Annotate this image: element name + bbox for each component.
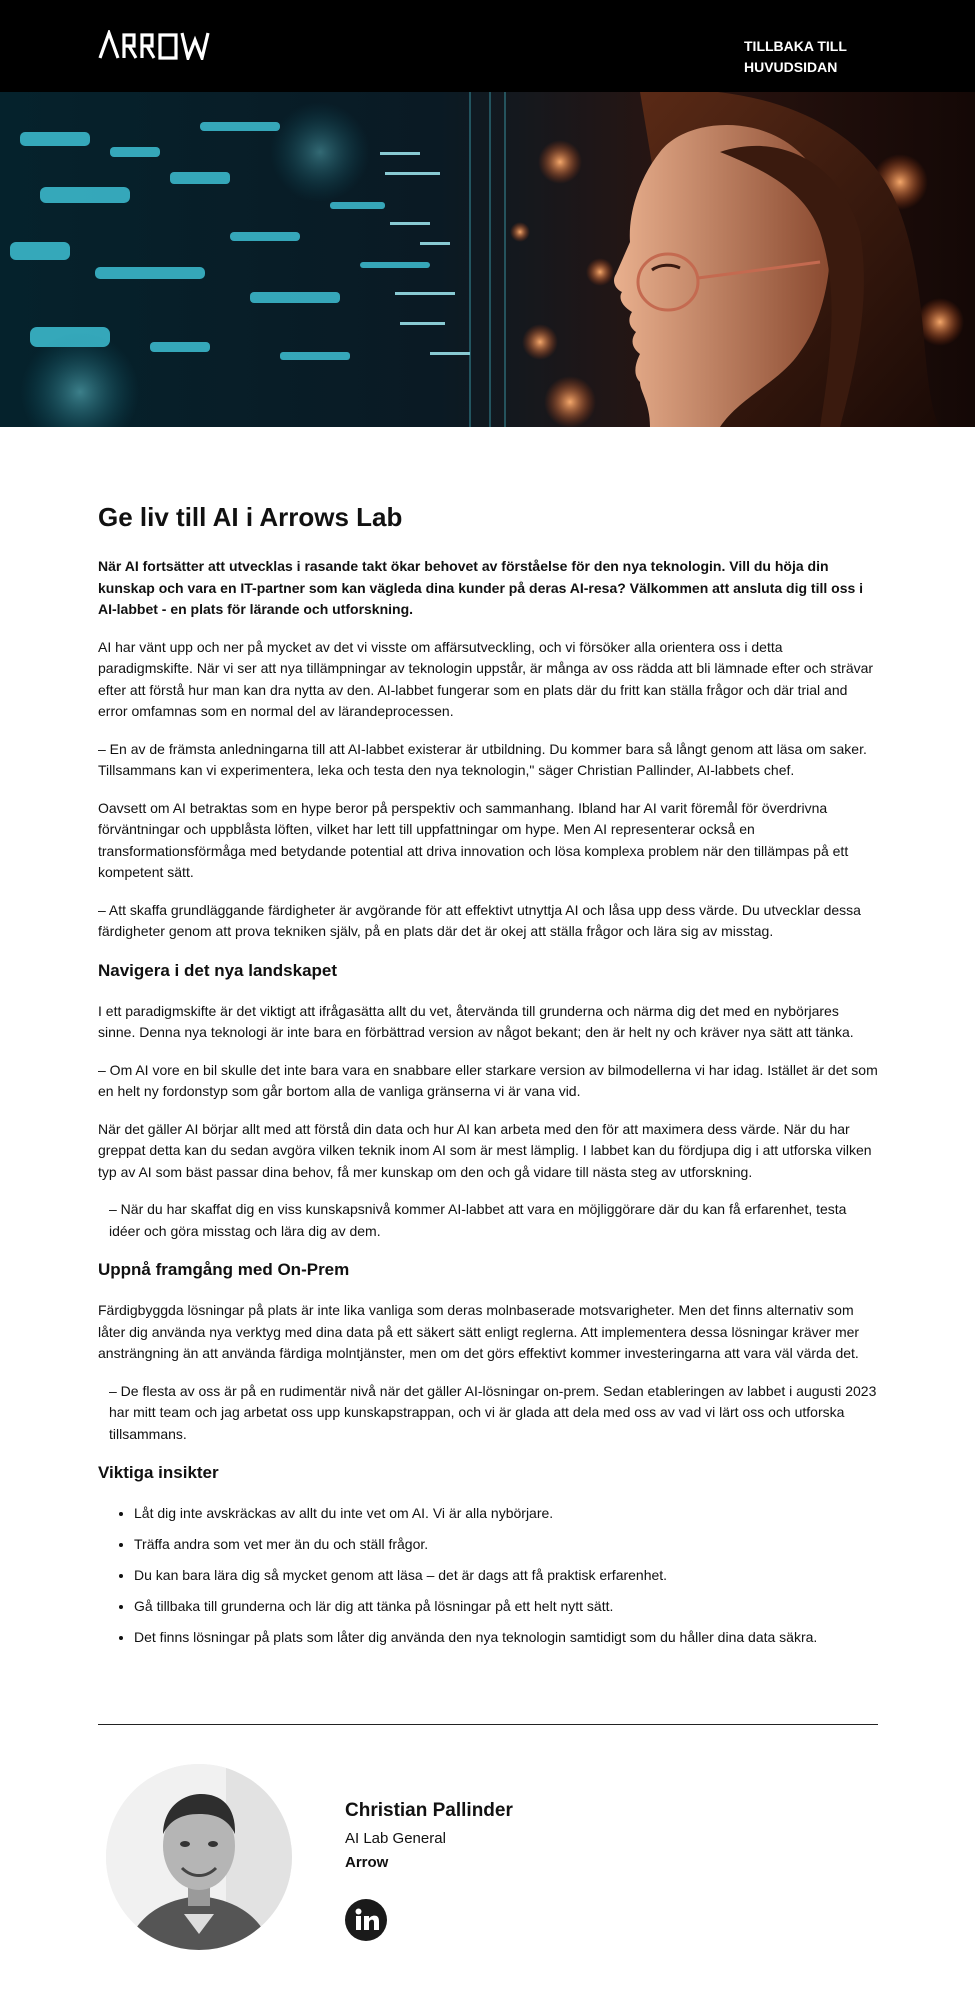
back-link-line1: TILLBAKA TILL — [744, 38, 847, 54]
quote-paragraph: – När du har skaffat dig en viss kunskapsnivå kommer AI-labbet att vara en möjliggörare där du kan få erfarenhet, testa idéer och göra misstag och lära dig av dem. — [109, 1201, 847, 1239]
hero-image — [0, 92, 975, 427]
paragraph: När det gäller AI börjar allt med att förstå din data och hur AI kan arbeta med den för att maximera dess värde. När du har greppat detta kan du sedan avgöra vilken teknik inom AI som är mest lämplig. I labbet kan du fördjupa dig i att utforska vilken typ av AI som bäst passar dina behov, få mer kunskap om den och gå vidare till nästa steg av utforskning. — [98, 1120, 872, 1180]
back-link-line2: HUVUDSIDAN — [744, 59, 838, 75]
article-lead: När AI fortsätter att utvecklas i rasande takt ökar behovet av förståelse för den nya teknologin. Vill du höja din kunskap och vara en IT-partner som kan vägleda dina kunder på deras AI-resa? Välkommen att ansluta dig till oss i AI-labbet - en plats för lärande och utforskning. — [98, 558, 864, 617]
list-item: • Du kan bara lära dig så mycket genom att läsa – det är dags att få praktisk erfarenhet. — [134, 1565, 878, 1586]
list-item: • Låt dig inte avskräckas av allt du inte vet om AI. Vi är alla nybörjare. — [134, 1503, 878, 1524]
insights-list — [98, 1503, 878, 1648]
paragraph: – En av de främsta anledningarna till att AI-labbet existerar är utbildning. Du kommer bara så långt genom att läsa om saker. Tillsammans kan vi experimentera, leka och testa den nya teknologin," säger Christian Pallinder, AI-labbets chef. — [98, 740, 867, 778]
paragraph: – Om AI vore en bil skulle det inte bara vara en snabbare eller starkare version av bilmodellerna vi har idag. Istället är det som en helt ny fordonstyp som går bortom alla de vanliga gränserna vi är vana vid. — [98, 1061, 878, 1099]
author-role: AI Lab General — [345, 1830, 446, 1847]
list-item: • Gå tillbaka till grunderna och lär dig att tänka på lösningar på ett helt nytt sätt. — [134, 1596, 878, 1617]
list-item: • Träffa andra som vet mer än du och ställ frågor. — [134, 1534, 878, 1555]
section-heading: Uppnå framgång med On-Prem — [98, 1260, 350, 1279]
linkedin-icon[interactable] — [345, 1899, 387, 1941]
paragraph: I ett paradigmskifte är det viktigt att ifrågasätta allt du vet, återvända till grunderna och närma dig det med en nybörjares sinne. Denna nya teknologi är inte bara en förbättrad version av något bekant; den är helt ny och kräver nya sätt att tänka. — [98, 1002, 854, 1040]
paragraph: Oavsett om AI betraktas som en hype beror på perspektiv och sammanhang. Ibland har AI varit föremål för överdrivna förväntningar och uppblåsta löften, vilket har lett till uppfattningar om hype. Men AI representerar också en transformationsförmåga med betydande potential att driva innovation och lösa komplexa problem när den tillämpas på ett kompetent sätt. — [98, 799, 849, 880]
author-company: Arrow — [345, 1854, 389, 1871]
paragraph: – Att skaffa grundläggande färdigheter är avgörande för att effektivt utnyttja AI och låsa upp dess värde. Du utvecklar dessa färdigheter genom att prova tekniken själv, på en plats där det är okej att ställa frågor och lära sig av misstag. — [98, 901, 861, 939]
divider — [98, 1724, 878, 1725]
avatar — [106, 1764, 292, 1950]
page-title: Ge liv till AI i Arrows Lab — [98, 502, 403, 532]
section-heading: Navigera i det nya landskapet — [98, 960, 338, 980]
arrow-logo[interactable] — [98, 30, 216, 60]
back-to-home-link[interactable] — [744, 36, 874, 78]
list-item: • Det finns lösningar på plats som låter dig använda den nya teknologin samtidigt som du håller dina data säkra. — [134, 1627, 878, 1648]
paragraph: AI har vänt upp och ner på mycket av det vi visste om affärsutveckling, och vi försöker alla orientera oss i detta paradigmskifte. När vi ser att nya tillämpningar av teknologin uppstår, är många av oss rädda att bli lämnade efter och strävar efter att förstå hur man kan dra nytta av den. AI-labbet fungerar som en plats där du fritt kan ställa frågor och där trial and error omfamnas som en normal del av lärandeprocessen. — [98, 638, 874, 719]
section-heading: Viktiga insikter — [98, 1463, 219, 1482]
site-header — [0, 0, 975, 92]
author-card — [98, 1764, 878, 1964]
paragraph: Färdigbyggda lösningar på plats är inte lika vanliga som deras molnbaserade motsvarigheter. Men det finns alternativ som låter dig använda nya verktyg med dina data på ett säkert sätt enligt reglerna. Att implementera dessa lösningar kräver mer ansträngning än att använda färdiga molntjänster, men om det görs effektivt kommer investeringarna att vara väl värda det. — [98, 1302, 860, 1361]
author-name: Christian Pallinder — [345, 1800, 513, 1821]
article-body — [98, 500, 878, 1658]
quote-paragraph: – De flesta av oss är på en rudimentär nivå när det gäller AI-lösningar on-prem. Sedan etableringen av labbet i augusti 2023 har mitt team och jag arbetat oss upp kunskapstrappan, och vi är glada att dela med oss av vad vi lärt oss och utforska tillsammans. — [109, 1382, 877, 1442]
